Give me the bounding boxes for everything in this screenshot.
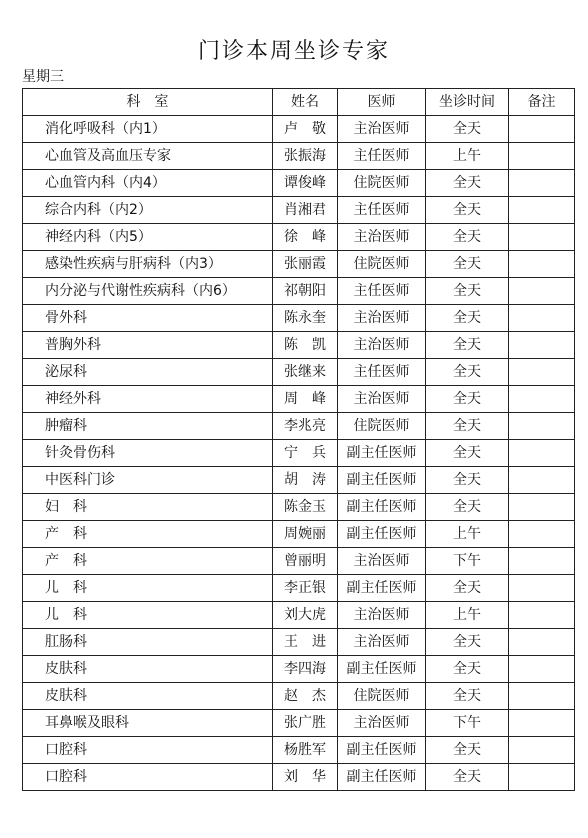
table-row: [23, 656, 575, 683]
doctor-name-cell: 肖湘君: [273, 197, 338, 224]
doctor-name-cell: 刘 华: [273, 764, 338, 791]
doctor-name-cell: 曾丽明: [273, 548, 338, 575]
department-cell: 心血管内科（内4）: [23, 170, 273, 197]
department-cell: 消化呼吸科（内1）: [23, 116, 273, 143]
page-title: 门诊本周坐诊专家: [197, 39, 390, 64]
clinic-time-cell: 全天: [426, 629, 509, 656]
note-cell: [509, 548, 575, 575]
department-cell: 皮肤科: [23, 683, 273, 710]
table-row: [23, 440, 575, 467]
doctor-name-cell: 陈金玉: [273, 494, 338, 521]
department-cell: 产 科: [23, 521, 273, 548]
header-title: 医师: [338, 89, 426, 116]
note-cell: [509, 143, 575, 170]
department-cell: 肛肠科: [23, 629, 273, 656]
clinic-time-cell: 全天: [426, 413, 509, 440]
department-cell: 皮肤科: [23, 656, 273, 683]
doctor-name-cell: 宁 兵: [273, 440, 338, 467]
department-cell: 内分泌与代谢性疾病科（内6）: [23, 278, 273, 305]
note-cell: [509, 170, 575, 197]
table-row: [23, 143, 575, 170]
clinic-time-cell: 全天: [426, 683, 509, 710]
table-row: [23, 116, 575, 143]
doctor-title-cell: 主治医师: [338, 116, 426, 143]
doctor-name-cell: 杨胜军: [273, 737, 338, 764]
doctor-title-cell: 主治医师: [338, 224, 426, 251]
note-cell: [509, 386, 575, 413]
doctor-name-cell: 李兆亮: [273, 413, 338, 440]
clinic-time-cell: 全天: [426, 278, 509, 305]
clinic-time-cell: 全天: [426, 251, 509, 278]
note-cell: [509, 521, 575, 548]
doctor-name-cell: 陈永奎: [273, 305, 338, 332]
doctor-title-cell: 住院医师: [338, 251, 426, 278]
clinic-time-cell: 全天: [426, 575, 509, 602]
table-row: [23, 170, 575, 197]
header-note: 备注: [509, 89, 575, 116]
department-cell: 妇 科: [23, 494, 273, 521]
header-name: 姓名: [273, 89, 338, 116]
doctor-title-cell: 主治医师: [338, 602, 426, 629]
table-row: [23, 737, 575, 764]
clinic-time-cell: 全天: [426, 332, 509, 359]
note-cell: [509, 278, 575, 305]
note-cell: [509, 305, 575, 332]
doctor-name-cell: 张丽霞: [273, 251, 338, 278]
clinic-time-cell: 全天: [426, 197, 509, 224]
clinic-time-cell: 全天: [426, 170, 509, 197]
doctor-title-cell: 主治医师: [338, 332, 426, 359]
note-cell: [509, 710, 575, 737]
doctor-name-cell: 祁朝阳: [273, 278, 338, 305]
doctor-title-cell: 主治医师: [338, 305, 426, 332]
note-cell: [509, 656, 575, 683]
doctor-name-cell: 刘大虎: [273, 602, 338, 629]
clinic-time-cell: 全天: [426, 494, 509, 521]
clinic-time-cell: 下午: [426, 548, 509, 575]
table-row: [23, 764, 575, 791]
doctor-name-cell: 卢 敬: [273, 116, 338, 143]
note-cell: [509, 116, 575, 143]
table-row: [23, 413, 575, 440]
header-department: 科 室: [23, 89, 273, 116]
department-cell: 泌尿科: [23, 359, 273, 386]
table-row: [23, 332, 575, 359]
doctor-name-cell: 徐 峰: [273, 224, 338, 251]
doctor-title-cell: 住院医师: [338, 683, 426, 710]
table-row: [23, 683, 575, 710]
doctor-title-cell: 主治医师: [338, 386, 426, 413]
clinic-time-cell: 全天: [426, 386, 509, 413]
clinic-time-cell: 上午: [426, 521, 509, 548]
clinic-time-cell: 全天: [426, 440, 509, 467]
clinic-time-cell: 全天: [426, 764, 509, 791]
note-cell: [509, 467, 575, 494]
doctor-name-cell: 张继来: [273, 359, 338, 386]
header-time: 坐诊时间: [426, 89, 509, 116]
department-cell: 耳鼻喉及眼科: [23, 710, 273, 737]
table-body: [23, 116, 575, 791]
department-cell: 针灸骨伤科: [23, 440, 273, 467]
note-cell: [509, 332, 575, 359]
note-cell: [509, 494, 575, 521]
table-row: [23, 251, 575, 278]
note-cell: [509, 197, 575, 224]
note-cell: [509, 359, 575, 386]
doctor-name-cell: 李正银: [273, 575, 338, 602]
clinic-time-cell: 全天: [426, 467, 509, 494]
doctor-title-cell: 副主任医师: [338, 737, 426, 764]
doctor-title-cell: 住院医师: [338, 413, 426, 440]
department-cell: 神经内科（内5）: [23, 224, 273, 251]
clinic-time-cell: 全天: [426, 359, 509, 386]
note-cell: [509, 764, 575, 791]
department-cell: 产 科: [23, 548, 273, 575]
note-cell: [509, 440, 575, 467]
department-cell: 肿瘤科: [23, 413, 273, 440]
table-row: [23, 467, 575, 494]
doctor-name-cell: 赵 杰: [273, 683, 338, 710]
department-cell: 感染性疾病与肝病科（内3）: [23, 251, 273, 278]
doctor-title-cell: 副主任医师: [338, 467, 426, 494]
doctor-schedule-table: [22, 88, 575, 791]
doctor-name-cell: 张振海: [273, 143, 338, 170]
doctor-title-cell: 主治医师: [338, 710, 426, 737]
clinic-time-cell: 全天: [426, 737, 509, 764]
table-row: [23, 224, 575, 251]
doctor-title-cell: 副主任医师: [338, 764, 426, 791]
doctor-name-cell: 周 峰: [273, 386, 338, 413]
doctor-name-cell: 张广胜: [273, 710, 338, 737]
department-cell: 儿 科: [23, 575, 273, 602]
doctor-name-cell: 谭俊峰: [273, 170, 338, 197]
doctor-title-cell: 住院医师: [338, 170, 426, 197]
table-row: [23, 548, 575, 575]
table-row: [23, 305, 575, 332]
department-cell: 综合内科（内2）: [23, 197, 273, 224]
clinic-time-cell: 全天: [426, 305, 509, 332]
table-row: [23, 278, 575, 305]
clinic-time-cell: 上午: [426, 602, 509, 629]
doctor-name-cell: 王 进: [273, 629, 338, 656]
clinic-time-cell: 上午: [426, 143, 509, 170]
table-row: [23, 521, 575, 548]
doctor-title-cell: 副主任医师: [338, 521, 426, 548]
table-row: [23, 197, 575, 224]
note-cell: [509, 251, 575, 278]
note-cell: [509, 224, 575, 251]
doctor-name-cell: 李四海: [273, 656, 338, 683]
department-cell: 心血管及高血压专家: [23, 143, 273, 170]
doctor-title-cell: 主任医师: [338, 278, 426, 305]
note-cell: [509, 629, 575, 656]
department-cell: 骨外科: [23, 305, 273, 332]
doctor-title-cell: 副主任医师: [338, 494, 426, 521]
doctor-name-cell: 胡 涛: [273, 467, 338, 494]
doctor-title-cell: 主治医师: [338, 548, 426, 575]
note-cell: [509, 413, 575, 440]
department-cell: 中医科门诊: [23, 467, 273, 494]
table-row: [23, 710, 575, 737]
note-cell: [509, 575, 575, 602]
department-cell: 神经外科: [23, 386, 273, 413]
note-cell: [509, 602, 575, 629]
table-row: [23, 602, 575, 629]
clinic-time-cell: 全天: [426, 116, 509, 143]
department-cell: 普胸外科: [23, 332, 273, 359]
department-cell: 口腔科: [23, 764, 273, 791]
note-cell: [509, 737, 575, 764]
table-row: [23, 629, 575, 656]
table-row: [23, 386, 575, 413]
doctor-name-cell: 陈 凯: [273, 332, 338, 359]
doctor-title-cell: 副主任医师: [338, 440, 426, 467]
clinic-time-cell: 全天: [426, 224, 509, 251]
clinic-time-cell: 全天: [426, 656, 509, 683]
table-row: [23, 575, 575, 602]
doctor-name-cell: 周婉丽: [273, 521, 338, 548]
doctor-title-cell: 副主任医师: [338, 575, 426, 602]
weekday-label: 星期三: [22, 69, 64, 85]
doctor-title-cell: 副主任医师: [338, 656, 426, 683]
department-cell: 口腔科: [23, 737, 273, 764]
doctor-title-cell: 主任医师: [338, 197, 426, 224]
clinic-time-cell: 下午: [426, 710, 509, 737]
note-cell: [509, 683, 575, 710]
doctor-title-cell: 主治医师: [338, 629, 426, 656]
doctor-title-cell: 主任医师: [338, 359, 426, 386]
table-row: [23, 359, 575, 386]
doctor-title-cell: 主任医师: [338, 143, 426, 170]
department-cell: 儿 科: [23, 602, 273, 629]
table-header-row: [23, 89, 575, 116]
table-row: [23, 494, 575, 521]
